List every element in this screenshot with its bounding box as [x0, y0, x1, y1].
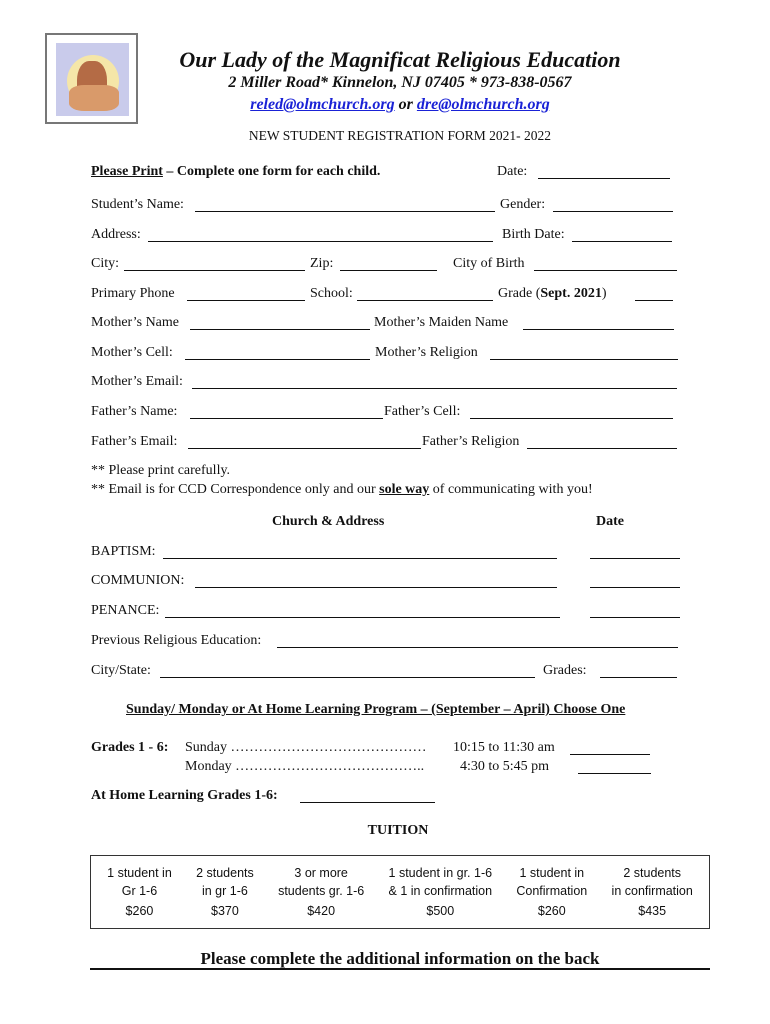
grade-date: Sept. 2021 [540, 286, 602, 301]
monday-time: 4:30 to 5:45 pm [460, 759, 550, 774]
intro-instruction [91, 163, 380, 181]
mother-cell-field[interactable] [185, 359, 370, 360]
mother-email-field[interactable] [192, 388, 677, 389]
previous-education-label: Previous Religious Education: [91, 633, 262, 648]
father-email-field[interactable] [188, 448, 421, 449]
mother-maiden-field[interactable] [523, 329, 674, 330]
baptism-label: BAPTISM: [91, 544, 156, 559]
tuition-table [90, 855, 710, 929]
email-link-reled[interactable]: reled@olmchurch.org [250, 96, 395, 113]
tuition-description: 1 student in [107, 866, 172, 880]
communion-church-field[interactable] [195, 587, 557, 588]
tuition-option [107, 856, 172, 928]
or-text: or [394, 96, 417, 113]
mother-cell-label: Mother’s Cell: [91, 345, 173, 360]
note-email [91, 481, 593, 499]
tuition-description: Gr 1-6 [121, 884, 158, 898]
city-of-birth-label: City of Birth [453, 256, 525, 271]
student-name-field[interactable] [195, 211, 495, 212]
monday-option-label: Monday ………………………………….. [185, 759, 425, 774]
tuition-option [612, 856, 693, 928]
sunday-choice-field[interactable] [570, 754, 650, 755]
penance-label: PENANCE: [91, 603, 160, 618]
father-name-field[interactable] [190, 418, 383, 419]
please-print: Please Print [91, 164, 163, 179]
mother-maiden-label: Mother’s Maiden Name [374, 315, 509, 330]
program-title: Sunday/ Monday or At Home Learning Program – (September – April) Choose One [126, 702, 626, 717]
father-cell-label: Father’s Cell: [384, 404, 461, 419]
monday-choice-field[interactable] [578, 773, 651, 774]
tuition-price: $500 [426, 904, 455, 918]
school-field[interactable] [357, 300, 493, 301]
logo-image [45, 33, 138, 124]
father-religion-label: Father’s Religion [422, 434, 520, 449]
tuition-option [389, 856, 493, 928]
instruction: – Complete one form for each child. [162, 164, 381, 179]
tuition-description: 2 students [196, 866, 254, 880]
baptism-date-field[interactable] [590, 558, 680, 559]
organization-address: 2 Miller Road* Kinnelon, NJ 07405 * 973-838-0567 [228, 74, 572, 91]
tuition-description: Confirmation [516, 884, 588, 898]
previous-education-field[interactable] [277, 647, 678, 648]
note-email-bold: sole way [379, 482, 430, 497]
school-label: School: [310, 286, 353, 301]
tuition-description: 1 student in gr. 1-6 [388, 866, 493, 880]
penance-church-field[interactable] [165, 617, 560, 618]
tuition-title: TUITION [367, 823, 429, 838]
tuition-price: $370 [211, 904, 239, 918]
tuition-price: $435 [638, 904, 667, 918]
grade-label [498, 285, 607, 303]
gender-field[interactable] [553, 211, 673, 212]
footer-note: Please complete the additional information on the back [200, 949, 600, 968]
address-field[interactable] [148, 241, 493, 242]
zip-field[interactable] [340, 270, 437, 271]
note-email-pre: ** Email is for CCD Correspondence only and our [91, 482, 380, 497]
address-label: Address: [91, 227, 141, 242]
tuition-price: $260 [537, 904, 566, 918]
city-of-birth-field[interactable] [534, 270, 677, 271]
grades-label: Grades: [543, 663, 587, 678]
home-learning-label: At Home Learning Grades 1-6: [91, 788, 278, 803]
grades-1-6-label: Grades 1 - 6: [91, 740, 169, 755]
communion-date-field[interactable] [590, 587, 680, 588]
note-print-carefully: ** Please print carefully. [91, 463, 231, 478]
form-title: NEW STUDENT REGISTRATION FORM 2021- 2022 [248, 128, 552, 143]
tuition-description: 1 student in [519, 866, 585, 880]
date-label: Date: [497, 164, 528, 179]
tuition-description: in confirmation [611, 884, 693, 898]
tuition-option [196, 856, 254, 928]
father-name-label: Father’s Name: [91, 404, 178, 419]
father-cell-field[interactable] [470, 418, 673, 419]
primary-phone-label: Primary Phone [91, 286, 175, 301]
tuition-option [516, 856, 587, 928]
mother-email-label: Mother’s Email: [91, 374, 183, 389]
mother-religion-field[interactable] [490, 359, 678, 360]
city-state-label: City/State: [91, 663, 151, 678]
tuition-description: in gr 1-6 [201, 884, 248, 898]
organization-title: Our Lady of the Magnificat Religious Education [179, 47, 621, 72]
baptism-church-field[interactable] [163, 558, 557, 559]
mother-religion-label: Mother’s Religion [375, 345, 478, 360]
city-label: City: [91, 256, 120, 271]
tuition-option [278, 856, 364, 928]
sunday-option-label: Sunday …………………………………… [185, 740, 427, 755]
mother-name-label: Mother’s Name [91, 315, 179, 330]
penance-date-field[interactable] [590, 617, 680, 618]
footer-divider [90, 968, 710, 970]
tuition-description: 3 or more [294, 866, 348, 880]
birth-date-label: Birth Date: [502, 227, 565, 242]
note-email-post: of communicating with you! [429, 482, 593, 497]
church-address-header: Church & Address [272, 514, 385, 529]
tuition-description: students gr. 1-6 [278, 884, 365, 898]
student-name-label: Student’s Name: [91, 197, 184, 212]
mother-name-field[interactable] [190, 329, 370, 330]
primary-phone-field[interactable] [187, 300, 305, 301]
date-header: Date [596, 514, 624, 529]
home-learning-field[interactable] [300, 802, 435, 803]
gender-label: Gender: [500, 197, 546, 212]
grade-field[interactable] [635, 300, 673, 301]
contact-emails [140, 96, 660, 114]
tuition-price: $420 [307, 904, 336, 918]
sunday-time: 10:15 to 11:30 am [453, 740, 555, 755]
grade-pre: Grade ( [498, 286, 541, 301]
date-field[interactable] [538, 178, 670, 179]
tuition-price: $260 [125, 904, 154, 918]
grades-field[interactable] [600, 677, 677, 678]
city-field[interactable] [124, 270, 305, 271]
tuition-description: 2 students [623, 866, 682, 880]
zip-label: Zip: [310, 256, 334, 271]
grade-post: ) [601, 286, 607, 301]
tuition-description: & 1 in confirmation [388, 884, 493, 898]
email-link-dre[interactable]: dre@olmchurch.org [416, 96, 550, 113]
father-religion-field[interactable] [527, 448, 677, 449]
father-email-label: Father’s Email: [91, 434, 178, 449]
communion-label: COMMUNION: [91, 573, 185, 588]
city-state-field[interactable] [160, 677, 535, 678]
birth-date-field[interactable] [572, 241, 672, 242]
